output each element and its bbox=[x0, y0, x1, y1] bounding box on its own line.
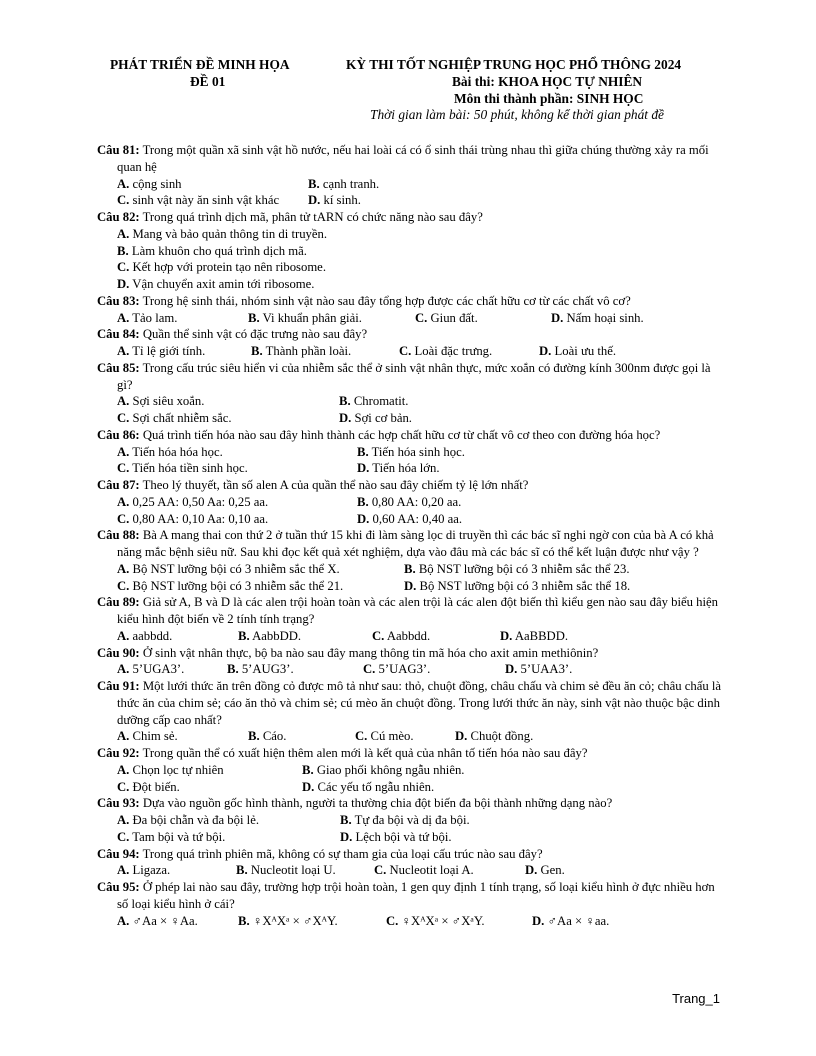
answer-option[interactable] bbox=[404, 561, 630, 578]
question-block bbox=[97, 795, 727, 845]
question-stem bbox=[97, 795, 727, 812]
question-text: Theo lý thuyết, tần số alen A của quần thể nào sau đây chiếm tỷ lệ lớn nhất? bbox=[142, 478, 529, 492]
question-stem bbox=[97, 678, 727, 728]
answer-option[interactable] bbox=[117, 812, 340, 829]
exam-series-title: PHÁT TRIỂN ĐỀ MINH HỌA bbox=[110, 57, 290, 72]
question-text: Bà A mang thai con thứ 2 ở tuần thứ 15 khi đi làm sàng lọc di truyền thì các bác sĩ nghi ngờ con của bà A có khả năng mắc bệnh siêu nữ. Sau khi đọc kết quả xét nghiệm, dựa vào đâu mà các bác sĩ có thể kết luận được như vậy ? bbox=[117, 528, 714, 559]
option-text: ♂Aa × ♀aa. bbox=[547, 913, 610, 928]
option-row bbox=[117, 343, 727, 360]
question-stem bbox=[97, 745, 727, 762]
option-text: Tiến hóa lớn. bbox=[372, 461, 440, 476]
option-row bbox=[117, 444, 727, 461]
option-key: D. bbox=[505, 662, 518, 677]
question-stem bbox=[97, 209, 727, 226]
option-key: B. bbox=[238, 913, 250, 928]
option-key: D. bbox=[340, 829, 353, 844]
option-text: 0,60 AA: 0,40 aa. bbox=[372, 511, 463, 526]
option-text: 0,80 AA: 0,10 Aa: 0,10 aa. bbox=[132, 511, 269, 526]
option-row bbox=[117, 628, 727, 645]
option-row bbox=[117, 511, 727, 528]
option-text: Cáo. bbox=[262, 729, 287, 744]
option-text: Chromatit. bbox=[353, 394, 409, 409]
option-key: A. bbox=[117, 226, 130, 241]
option-text: sinh vật này ăn sinh vật khác bbox=[132, 193, 280, 208]
answer-option[interactable] bbox=[117, 192, 308, 209]
option-text: kí sinh. bbox=[323, 193, 361, 208]
option-text: Chim sẻ. bbox=[132, 729, 178, 744]
option-row bbox=[117, 829, 727, 846]
answer-option[interactable] bbox=[117, 243, 307, 260]
option-key: C. bbox=[415, 310, 428, 325]
option-text: Sợi cơ bản. bbox=[354, 411, 412, 425]
option-text: Giun đất. bbox=[430, 310, 478, 325]
option-text: Mang và bảo quản thông tin di truyền. bbox=[132, 226, 328, 241]
option-key: B. bbox=[238, 628, 250, 643]
option-key: C. bbox=[117, 260, 130, 275]
option-text: cộng sinh bbox=[132, 176, 182, 191]
option-text: Vận chuyển axit amin tới ribosome. bbox=[132, 277, 315, 291]
answer-option[interactable] bbox=[117, 259, 326, 276]
option-key: C. bbox=[117, 829, 130, 844]
option-key: D. bbox=[500, 628, 513, 643]
option-key: C. bbox=[386, 913, 399, 928]
option-key: B. bbox=[248, 310, 260, 325]
option-key: D. bbox=[339, 411, 352, 425]
answer-option[interactable] bbox=[117, 176, 308, 193]
option-text: AabbDD. bbox=[252, 628, 302, 643]
answer-option[interactable] bbox=[117, 460, 357, 477]
option-key: C. bbox=[117, 511, 130, 526]
option-key: C. bbox=[117, 779, 130, 794]
question-text: Trong hệ sinh thái, nhóm sinh vật nào sau đây tổng hợp được các chất hữu cơ từ các chất vô cơ? bbox=[142, 293, 631, 308]
option-key: D. bbox=[117, 277, 130, 291]
option-text: Bộ NST lưỡng bội có 3 nhiễm sắc thể 23. bbox=[418, 561, 630, 576]
answer-option[interactable] bbox=[340, 829, 452, 846]
option-key: B. bbox=[340, 813, 352, 827]
answer-option[interactable] bbox=[302, 762, 464, 779]
option-row bbox=[117, 578, 727, 595]
answer-option[interactable] bbox=[539, 343, 616, 360]
question-text: Trong quá trình dịch mã, phân tử tARN có chức năng nào sau đây? bbox=[142, 210, 483, 224]
question-stem bbox=[97, 427, 727, 444]
option-text: 5’UAA3’. bbox=[520, 662, 573, 677]
exam-subject: Môn thi thành phần: SINH HỌC bbox=[454, 91, 644, 106]
option-text: cạnh tranh. bbox=[322, 176, 380, 191]
option-key: C. bbox=[374, 863, 387, 878]
option-text: Chọn lọc tự nhiên bbox=[132, 762, 224, 777]
question-list bbox=[97, 142, 727, 929]
option-row bbox=[117, 226, 727, 243]
option-key: D. bbox=[308, 193, 321, 208]
answer-option[interactable] bbox=[357, 444, 465, 461]
question-block bbox=[97, 293, 727, 327]
option-text: Thành phần loài. bbox=[265, 344, 352, 358]
question-block bbox=[97, 745, 727, 795]
question-stem bbox=[97, 293, 727, 310]
option-text: Nucleotit loại U. bbox=[250, 863, 336, 878]
answer-option[interactable] bbox=[500, 628, 568, 645]
option-text: Sợi chất nhiễm sắc. bbox=[132, 411, 232, 425]
option-key: A. bbox=[117, 310, 130, 325]
option-key: C. bbox=[399, 344, 412, 358]
option-text: Giao phối không ngẫu nhiên. bbox=[316, 762, 465, 777]
exam-code: ĐỀ 01 bbox=[190, 74, 226, 89]
answer-option[interactable] bbox=[117, 410, 339, 427]
option-key: A. bbox=[117, 394, 130, 409]
option-key: D. bbox=[539, 344, 552, 358]
answer-option[interactable] bbox=[339, 410, 412, 427]
answer-option[interactable] bbox=[117, 762, 302, 779]
option-text: Bộ NST lưỡng bội có 3 nhiễm sắc thể X. bbox=[132, 561, 340, 576]
question-stem bbox=[97, 477, 727, 494]
option-key: C. bbox=[363, 662, 376, 677]
option-key: A. bbox=[117, 729, 130, 744]
question-block bbox=[97, 360, 727, 427]
option-key: B. bbox=[248, 729, 260, 744]
answer-option[interactable] bbox=[404, 578, 630, 595]
question-stem bbox=[97, 142, 727, 176]
answer-option[interactable] bbox=[525, 862, 565, 879]
question-text: Dựa vào nguồn gốc hình thành, người ta thường chia đột biến đa bội thành những dạng nào? bbox=[142, 796, 613, 811]
answer-option[interactable] bbox=[117, 226, 327, 243]
option-key: B. bbox=[117, 243, 129, 258]
option-row bbox=[117, 762, 727, 779]
option-text: Nucleotit loại A. bbox=[389, 863, 474, 878]
option-text: Các yếu tố ngẫu nhiên. bbox=[317, 779, 435, 794]
option-key: A. bbox=[117, 444, 130, 459]
option-text: Cú mèo. bbox=[370, 729, 414, 744]
option-text: 5’UGA3’. bbox=[132, 662, 185, 677]
option-row bbox=[117, 494, 727, 511]
option-key: C. bbox=[372, 628, 385, 643]
answer-option[interactable] bbox=[357, 511, 462, 528]
option-text: 5’AUG3’. bbox=[241, 662, 294, 677]
option-text: AaBBDD. bbox=[514, 628, 569, 643]
option-row bbox=[117, 243, 727, 260]
question-text: Một lưới thức ăn trên đồng cỏ được mô tả như sau: thỏ, chuột đồng, châu chấu và chim sẻ đều ăn cỏ; châu chấu là thức ăn của chim sẻ; cáo ăn thỏ và chim sẻ; cú mèo ăn chuột đồng. Trong lưới thức ăn này, sinh vật nào thuộc bậc dinh dưỡng cấp cao nhất? bbox=[117, 679, 722, 727]
option-text: Tiến hóa tiền sinh học. bbox=[132, 461, 248, 476]
question-number: Câu 84: bbox=[97, 327, 140, 342]
answer-option[interactable] bbox=[117, 343, 251, 360]
option-key: A. bbox=[117, 813, 130, 827]
question-block bbox=[97, 527, 727, 594]
question-number: Câu 92: bbox=[97, 746, 140, 760]
answer-option[interactable] bbox=[551, 310, 644, 327]
option-text: aabbdd. bbox=[132, 628, 173, 643]
question-number: Câu 83: bbox=[97, 293, 140, 308]
question-block bbox=[97, 678, 727, 745]
option-key: A. bbox=[117, 344, 130, 358]
option-text: Tỉ lệ giới tính. bbox=[132, 344, 206, 358]
option-row bbox=[117, 259, 727, 276]
option-key: B. bbox=[357, 494, 369, 509]
option-row bbox=[117, 310, 727, 327]
answer-option[interactable] bbox=[238, 628, 372, 645]
question-block bbox=[97, 594, 727, 644]
option-row bbox=[117, 393, 727, 410]
answer-option[interactable] bbox=[302, 779, 434, 796]
question-number: Câu 88: bbox=[97, 528, 140, 543]
option-text: Bộ NST lưỡng bội có 3 nhiễm sắc thể 18. bbox=[419, 578, 631, 593]
answer-option[interactable] bbox=[117, 779, 302, 796]
option-key: B. bbox=[302, 762, 314, 777]
option-row bbox=[117, 192, 727, 209]
answer-option[interactable] bbox=[117, 862, 236, 879]
option-text: ♀XᴬXᵃ × ♂XᵃY. bbox=[401, 913, 485, 928]
question-number: Câu 94: bbox=[97, 846, 140, 861]
answer-option[interactable] bbox=[236, 862, 374, 879]
answer-option[interactable] bbox=[355, 728, 455, 745]
answer-option[interactable] bbox=[251, 343, 399, 360]
option-text: Đột biến. bbox=[132, 779, 180, 794]
question-number: Câu 81: bbox=[97, 143, 140, 157]
answer-option[interactable] bbox=[505, 661, 572, 678]
question-text: Ở sinh vật nhân thực, bộ ba nào sau đây mang thông tin mã hóa cho axit amin methiônin? bbox=[142, 645, 599, 660]
option-text: Làm khuôn cho quá trình dịch mã. bbox=[131, 243, 307, 258]
option-text: Gen. bbox=[540, 863, 565, 878]
answer-option[interactable] bbox=[117, 661, 227, 678]
option-key: D. bbox=[357, 461, 370, 476]
option-key: B. bbox=[236, 863, 248, 878]
option-text: Tảo lam. bbox=[132, 310, 178, 325]
option-key: D. bbox=[532, 913, 545, 928]
answer-option[interactable] bbox=[117, 393, 339, 410]
option-row bbox=[117, 812, 727, 829]
answer-option[interactable] bbox=[117, 628, 238, 645]
option-key: B. bbox=[404, 561, 416, 576]
option-text: Tiến hóa hóa học. bbox=[132, 444, 223, 459]
option-key: A. bbox=[117, 176, 130, 191]
answer-option[interactable] bbox=[238, 913, 386, 930]
option-text: Vi khuẩn phân giải. bbox=[262, 310, 362, 325]
option-key: C. bbox=[117, 461, 130, 476]
option-key: B. bbox=[308, 176, 320, 191]
option-text: Lệch bội và tứ bội. bbox=[355, 829, 452, 844]
answer-option[interactable] bbox=[308, 192, 361, 209]
option-text: Đa bội chẵn và đa bội lẻ. bbox=[132, 813, 259, 827]
option-row bbox=[117, 913, 727, 930]
question-stem bbox=[97, 326, 727, 343]
question-block bbox=[97, 209, 727, 293]
answer-option[interactable] bbox=[117, 561, 404, 578]
answer-option[interactable] bbox=[248, 728, 355, 745]
answer-option[interactable] bbox=[227, 661, 363, 678]
exam-title: KỲ THI TỐT NGHIỆP TRUNG HỌC PHỔ THÔNG 2024 bbox=[346, 57, 682, 72]
question-number: Câu 87: bbox=[97, 478, 140, 492]
option-key: D. bbox=[302, 779, 315, 794]
question-stem bbox=[97, 846, 727, 863]
option-text: Loài ưu thế. bbox=[554, 344, 617, 358]
question-stem bbox=[97, 645, 727, 662]
option-key: B. bbox=[227, 662, 239, 677]
option-key: A. bbox=[117, 863, 130, 878]
option-row bbox=[117, 862, 727, 879]
answer-option[interactable] bbox=[374, 862, 525, 879]
question-block bbox=[97, 427, 727, 477]
question-number: Câu 82: bbox=[97, 210, 140, 224]
question-block bbox=[97, 142, 727, 209]
answer-option[interactable] bbox=[117, 578, 404, 595]
answer-option[interactable] bbox=[357, 494, 461, 511]
question-stem bbox=[97, 594, 727, 628]
answer-option[interactable] bbox=[339, 393, 408, 410]
option-key: D. bbox=[551, 310, 564, 325]
option-text: ♀XᴬXᵃ × ♂XᴬY. bbox=[252, 913, 338, 928]
question-stem bbox=[97, 360, 727, 394]
option-text: Ligaza. bbox=[132, 863, 171, 878]
option-text: Aabbdd. bbox=[386, 628, 431, 643]
option-row bbox=[117, 176, 727, 193]
option-key: B. bbox=[339, 394, 351, 409]
option-text: Kết hợp với protein tạo nên ribosome. bbox=[132, 260, 326, 275]
answer-option[interactable] bbox=[532, 913, 609, 930]
question-number: Câu 95: bbox=[97, 880, 140, 894]
question-number: Câu 85: bbox=[97, 360, 140, 375]
option-row bbox=[117, 460, 727, 477]
option-row bbox=[117, 728, 727, 745]
answer-option[interactable] bbox=[117, 276, 314, 293]
question-block bbox=[97, 645, 727, 679]
answer-option[interactable] bbox=[117, 494, 357, 511]
option-row bbox=[117, 561, 727, 578]
answer-option[interactable] bbox=[248, 310, 415, 327]
option-text: 5’UAG3’. bbox=[378, 662, 431, 677]
page-number: Trang_1 bbox=[672, 991, 720, 1006]
option-row bbox=[117, 779, 727, 796]
answer-option[interactable] bbox=[340, 812, 470, 829]
option-key: C. bbox=[117, 411, 130, 425]
answer-option[interactable] bbox=[363, 661, 505, 678]
option-key: A. bbox=[117, 561, 130, 576]
answer-option[interactable] bbox=[117, 728, 248, 745]
question-number: Câu 89: bbox=[97, 595, 140, 610]
question-number: Câu 90: bbox=[97, 645, 140, 660]
option-key: C. bbox=[117, 193, 130, 208]
answer-option[interactable] bbox=[117, 444, 357, 461]
option-key: D. bbox=[525, 863, 538, 878]
question-number: Câu 86: bbox=[97, 427, 140, 442]
option-key: B. bbox=[357, 444, 369, 459]
exam-subject-group: Bài thi: KHOA HỌC TỰ NHIÊN bbox=[452, 74, 643, 89]
question-text: Ở phép lai nào sau đây, trường hợp trội hoàn toàn, 1 gen quy định 1 tính trạng, số loại kiểu hình ở đực nhiều hơn số loại kiểu hình ở cái? bbox=[117, 880, 715, 911]
question-text: Trong quá trình phiên mã, không có sự tham gia của loại cấu trúc nào sau đây? bbox=[142, 846, 543, 861]
answer-option[interactable] bbox=[399, 343, 539, 360]
question-text: Trong cấu trúc siêu hiển vi của nhiễm sắc thể ở sinh vật nhân thực, mức xoắn có đường kính 300nm được gọi là gì? bbox=[117, 360, 711, 392]
option-key: D. bbox=[357, 511, 370, 526]
option-text: Bộ NST lưỡng bội có 3 nhiễm sắc thể 21. bbox=[132, 578, 344, 593]
option-row bbox=[117, 276, 727, 293]
option-text: Tam bội và tứ bội. bbox=[132, 829, 226, 844]
option-key: A. bbox=[117, 494, 130, 509]
answer-option[interactable] bbox=[308, 176, 379, 193]
option-key: A. bbox=[117, 628, 130, 643]
answer-option[interactable] bbox=[117, 310, 248, 327]
option-key: C. bbox=[355, 729, 368, 744]
answer-option[interactable] bbox=[415, 310, 551, 327]
question-text: Quá trình tiến hóa nào sau đây hình thành các hợp chất hữu cơ từ chất vô cơ theo con đường hóa học? bbox=[142, 427, 661, 442]
question-text: Trong quần thể có xuất hiện thêm alen mới là kết quả của nhân tố tiến hóa nào sau đây? bbox=[142, 746, 588, 760]
question-text: Giả sử A, B và D là các alen trội hoàn toàn và các alen trội là các alen đột biến thì kiểu gen nào sau đây biểu hiện kiểu hình đột biến về 2 tính tính trạng? bbox=[117, 595, 718, 626]
answer-option[interactable] bbox=[117, 829, 340, 846]
option-text: Loài đặc trưng. bbox=[414, 344, 493, 358]
answer-option[interactable] bbox=[117, 511, 357, 528]
answer-option[interactable] bbox=[386, 913, 532, 930]
option-key: A. bbox=[117, 762, 130, 777]
option-text: Nấm hoại sinh. bbox=[566, 310, 644, 325]
question-block bbox=[97, 846, 727, 880]
question-block bbox=[97, 477, 727, 527]
option-key: D. bbox=[404, 578, 417, 593]
option-text: ♂Aa × ♀Aa. bbox=[132, 913, 198, 928]
option-key: A. bbox=[117, 662, 130, 677]
question-number: Câu 91: bbox=[97, 679, 140, 693]
option-text: 0,25 AA: 0,50 Aa: 0,25 aa. bbox=[132, 494, 269, 509]
question-number: Câu 93: bbox=[97, 796, 140, 811]
option-key: D. bbox=[455, 729, 468, 744]
option-row bbox=[117, 661, 727, 678]
answer-option[interactable] bbox=[117, 913, 238, 930]
option-text: Chuột đồng. bbox=[470, 729, 534, 744]
answer-option[interactable] bbox=[372, 628, 500, 645]
question-text: Quần thể sinh vật có đặc trưng nào sau đây? bbox=[142, 327, 368, 342]
option-text: Sợi siêu xoắn. bbox=[132, 394, 205, 409]
question-stem bbox=[97, 879, 727, 913]
option-text: Tự đa bội và dị đa bội. bbox=[354, 813, 470, 827]
question-text: Trong một quần xã sinh vật hồ nước, nếu hai loài cá có ổ sinh thái trùng nhau thì giữa chúng thường xảy ra mối quan hệ bbox=[117, 143, 709, 174]
option-key: A. bbox=[117, 913, 130, 928]
question-block bbox=[97, 326, 727, 360]
answer-option[interactable] bbox=[357, 460, 440, 477]
option-key: C. bbox=[117, 578, 130, 593]
option-key: B. bbox=[251, 344, 263, 358]
option-text: Tiến hóa sinh học. bbox=[371, 444, 465, 459]
option-text: 0,80 AA: 0,20 aa. bbox=[371, 494, 462, 509]
exam-duration: Thời gian làm bài: 50 phút, không kể thời gian phát đề bbox=[370, 107, 664, 122]
question-block bbox=[97, 879, 727, 929]
answer-option[interactable] bbox=[455, 728, 533, 745]
question-stem bbox=[97, 527, 727, 561]
option-row bbox=[117, 410, 727, 427]
